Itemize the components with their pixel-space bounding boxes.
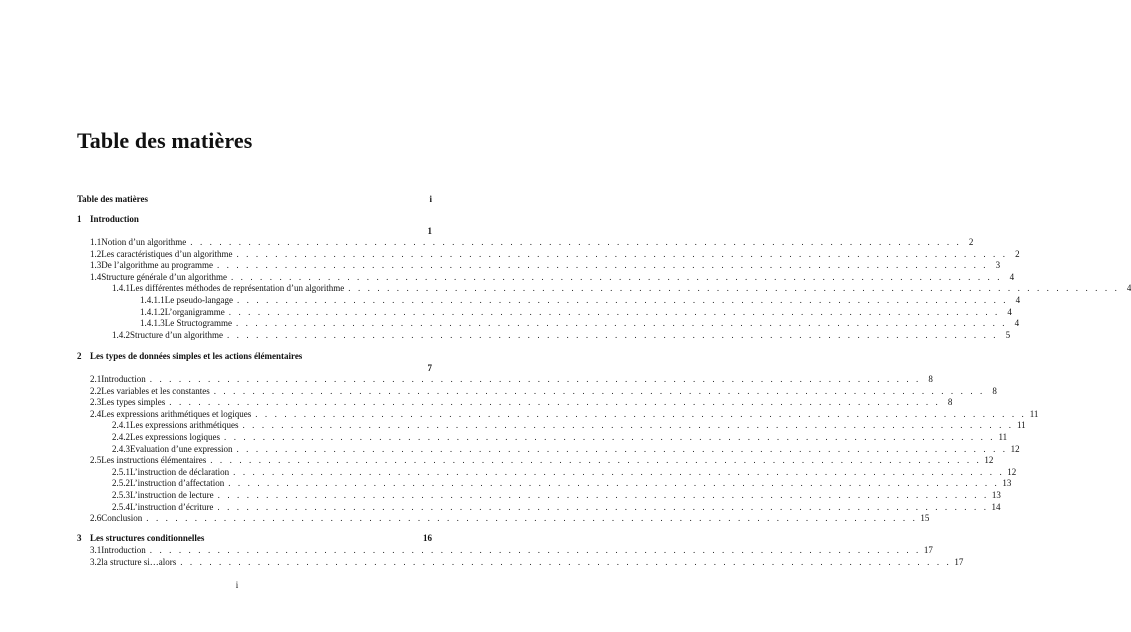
toc-entry-number: 3.2 <box>90 556 102 567</box>
leader-dots: . . . . . . . . . . . . . . . . . . . . . . . . . . . . . . . . . . . . . . . . . . . . . . . . . . . . . . . . . . . . . . . . . . . . . . . . . . . . . . . . <box>217 501 989 512</box>
toc-entry-page: 5 <box>1005 329 1011 340</box>
toc-entry-number: 2.5.3 <box>112 490 130 500</box>
toc-entry-2-4-2[interactable] <box>77 431 1008 443</box>
toc-entry-2-5[interactable] <box>77 454 994 466</box>
toc-entry-number: 1.4.1.3 <box>140 318 165 329</box>
toc-entry-page: 4 <box>1014 318 1020 329</box>
chapter-title: Les types de données simples et les actions élémentaires <box>90 351 303 361</box>
toc-entry-label: Structure d’un algorithme <box>130 329 223 340</box>
chapter-title: Introduction <box>90 214 139 224</box>
leader-dots: . . . . . . . . . . . . . . . . . . . . . . . . . . . . . . . . . . . . . . . . . . . . . . . . . . . . . . . . . . . . . . . . . . . . . . . . . . . . . . . . <box>180 556 952 567</box>
toc-entry-page: 4 <box>1009 271 1015 282</box>
leader-dots: . . . . . . . . . . . . . . . . . . . . . . . . . . . . . . . . . . . . . . . . . . . . . . . . . . . . . . . . . . . . . . . . . . . . . . . . . . . . . . . . <box>255 408 1027 419</box>
toc-entry-page: 2 <box>968 237 974 247</box>
toc-entry-1-2[interactable] <box>77 248 1020 260</box>
toc-entry-table-des-matieres[interactable] <box>77 193 432 205</box>
toc-entry-number: 1.4.1.2 <box>140 306 165 317</box>
toc-entry-label: Les expressions arithmétiques <box>130 420 239 431</box>
leader-dots: . . . . . . . . . . . . . . . . . . . . . . . . . . . . . . . . . . . . . . . . . . . . . . . . . . . . . . . . . . . . . . . . . . . . . . . . . . . . . . . . <box>236 248 1008 259</box>
chapter-number: 1 <box>77 214 82 224</box>
leader-dots: . . . . . . . . . . . . . . . . . . . . . . . . . . . . . . . . . . . . . . . . . . . . . . . . . . . . . . . . . . . . . . . . . . . . . . . . . . . . . . . . <box>210 455 982 466</box>
toc-entry-number: 2.6 <box>90 513 102 524</box>
leader-dots: . . . . . . . . . . . . . . . . . . . . . . . . . . . . . . . . . . . . . . . . . . . . . . . . . . . . . . . . . . . . . . . . . . . . . . . . . . . . . . . . <box>213 385 985 396</box>
toc-entry-page: 13 <box>991 490 1001 500</box>
leader-dots: . . . . . . . . . . . . . . . . . . . . . . . . . . . . . . . . . . . . . . . . . . . . . . . . . . . . . . . . . . . . . . . . . . . . . . . . . . . . . . . . <box>230 271 1003 282</box>
toc-entry-2-5-3[interactable] <box>77 489 1001 501</box>
toc-entry-1-3[interactable] <box>77 259 1001 271</box>
toc-entry-2-3[interactable] <box>77 396 953 408</box>
toc-entry-label: Les types simples <box>101 397 166 408</box>
toc-entry-2-5-1[interactable] <box>77 466 1017 478</box>
toc-entry-page: 2 <box>1015 248 1020 259</box>
toc-entry-label: De l’algorithme au programme <box>101 260 213 271</box>
chapter-number: 3 <box>77 533 82 543</box>
toc-entry-1-4-1-1[interactable] <box>77 294 1021 306</box>
toc-entry-label: L’organigramme <box>164 306 225 317</box>
toc-entry-number: 2.5.4 <box>112 501 130 512</box>
toc-entry-label: la structure si…alors <box>101 556 177 567</box>
toc-entry-number: 1.4 <box>90 271 102 282</box>
toc-entry-label: Les différentes méthodes de représentation d’un algorithme <box>130 283 345 294</box>
toc-entry-label: Conclusion <box>101 513 143 524</box>
toc-entry-page: 17 <box>954 556 964 567</box>
toc-entry-number: 2.4.3 <box>112 443 130 454</box>
toc-entry-number: 1.4.2 <box>112 329 130 340</box>
toc-entry-label: L’instruction de lecture <box>130 490 214 500</box>
toc-entry-label: L’instruction d’affectation <box>130 478 225 489</box>
toc-entry-number: 2.2 <box>90 385 102 396</box>
toc-entry-page: 11 <box>1016 420 1026 431</box>
toc-entry-number: 2.4.1 <box>112 420 130 431</box>
leader-dots: . . . . . . . . . . . . . . . . . . . . . . . . . . . . . . . . . . . . . . . . . . . . . . . . . . . . . . . . . . . . . . . . . . . . . . . . . . . . . . . . <box>169 397 941 408</box>
toc-entry-number: 3.1 <box>90 545 102 555</box>
toc-entry-label: Les expressions logiques <box>130 432 220 442</box>
chapter-page-number: 16 <box>423 533 432 543</box>
leader-dots: . . . . . . . . . . . . . . . . . . . . . . . . . . . . . . . . . . . . . . . . . . . . . . . . . . . . . . . . . . . . . . . . . . . . . . . . . . . . . . . . <box>224 432 996 442</box>
leader-dots: . . . . . . . . . . . . . . . . . . . . . . . . . . . . . . . . . . . . . . . . . . . . . . . . . . . . . . . . . . . . . . . . . . . . . . . . . . . . . . . . <box>190 237 962 247</box>
page-title: Table des matières <box>77 128 253 153</box>
toc-entry-page: 17 <box>923 545 933 555</box>
leader-dots: . . . . . . . . . . . . . . . . . . . . . . . . . . . . . . . . . . . . . . . . . . . . . . . . . . . . . . . . . . . . . . . . . . . . . . . . . . . . . . . . <box>236 443 1008 454</box>
toc-entry-number: 1.4.1.1 <box>140 295 165 305</box>
leader-dots: . . . . . . . . . . . . . . . . . . . . . . . . . . . . . . . . . . . . . . . . . . . . . . . . . . . . . . . . . . . . . . . . . . . . . . . . . . . . . . . . <box>233 466 1005 477</box>
toc-entry-label: Le Structogramme <box>164 318 232 329</box>
toc-entry-page: 8 <box>928 374 933 384</box>
chapter-heading-1[interactable] <box>77 213 432 225</box>
chapter-heading-2[interactable] <box>77 350 432 362</box>
toc-entry-1-4-1-2[interactable] <box>77 306 1012 318</box>
toc-entry-number: 2.5.2 <box>112 478 130 489</box>
leader-dots: . . . . . . . . . . . . . . . . . . . . . . . . . . . . . . . . . . . . . . . . . . . . . . . . . . . . . . . . . . . . . . . . . . . . . . . . . . . . . . . . <box>228 478 1000 489</box>
toc-entry-label: Le pseudo-langage <box>164 295 233 305</box>
toc-entry-2-4-1[interactable] <box>77 419 1026 431</box>
toc-entry-page: 13 <box>1002 478 1012 489</box>
toc-entry-page: i <box>429 194 432 204</box>
toc-entry-number: 1.3 <box>90 260 102 271</box>
toc-entry-page: 12 <box>1010 443 1020 454</box>
toc-entry-2-2[interactable] <box>77 385 997 397</box>
toc-entry-number: 1.1 <box>90 237 102 247</box>
toc-entry-label: Structure générale d’un algorithme <box>101 271 227 282</box>
toc-entry-1-4[interactable] <box>77 271 1015 283</box>
toc-entry-1-1[interactable] <box>77 236 974 248</box>
toc-entry-page: 12 <box>984 455 994 466</box>
toc-entry-page: 4 <box>1015 295 1021 305</box>
toc-entry-number: 1.2 <box>90 248 102 259</box>
chapter-number: 2 <box>77 351 82 361</box>
chapter-page-number: 1 <box>427 226 432 236</box>
toc-entry-label: Table des matières <box>77 194 148 204</box>
leader-dots: . . . . . . . . . . . . . . . . . . . . . . . . . . . . . . . . . . . . . . . . . . . . . . . . . . . . . . . . . . . . . . . . . . . . . . . . . . . . . . . . <box>228 306 1000 317</box>
toc-entry-number: 2.3 <box>90 397 102 408</box>
leader-dots: . . . . . . . . . . . . . . . . . . . . . . . . . . . . . . . . . . . . . . . . . . . . . . . . . . . . . . . . . . . . . . . . . . . . . . . . . . . . . . . . <box>236 295 1009 305</box>
toc-entry-number: 2.4 <box>90 408 102 419</box>
toc-entry-2-6[interactable] <box>77 512 930 524</box>
toc-entry-page: 8 <box>992 385 997 396</box>
chapter-page-number: 7 <box>427 363 432 373</box>
toc-entry-page: 15 <box>920 513 930 524</box>
toc-entry-page: 11 <box>998 432 1008 442</box>
toc-entry-page: 4 <box>1007 306 1012 317</box>
toc-entry-page: 12 <box>1007 466 1017 477</box>
leader-dots: . . . . . . . . . . . . . . . . . . . . . . . . . . . . . . . . . . . . . . . . . . . . . . . . . . . . . . . . . . . . . . . . . . . . . . . . . . . . . . . . <box>146 513 918 524</box>
page-number-footer: i <box>235 580 239 590</box>
toc-entry-label: Les variables et les constantes <box>101 385 210 396</box>
toc-entry-number: 2.5.1 <box>112 466 130 477</box>
toc-entry-label: Les caractéristiques d’un algorithme <box>101 248 233 259</box>
toc-entry-page: 14 <box>991 501 1001 512</box>
toc-entry-label: Introduction <box>101 374 146 384</box>
toc-entry-2-1[interactable] <box>77 373 933 385</box>
toc-entry-page: 3 <box>995 260 1001 271</box>
leader-dots: . . . . . . . . . . . . . . . . . . . . . . . . . . . . . . . . . . . . . . . . . . . . . . . . . . . . . . . . . . . . . . . . . . . . . . . . . . . . . . . . <box>348 283 1120 294</box>
toc-entry-1-4-1[interactable] <box>77 282 1131 294</box>
leader-dots: . . . . . . . . . . . . . . . . . . . . . . . . . . . . . . . . . . . . . . . . . . . . . . . . . . . . . . . . . . . . . . . . . . . . . . . . . . . . . . . . <box>216 260 989 271</box>
toc-entry-label: Introduction <box>101 545 146 555</box>
toc-entry-2-5-2[interactable] <box>77 477 1012 489</box>
toc-entry-number: 2.1 <box>90 374 102 384</box>
toc-entry-number: 1.4.1 <box>112 283 130 294</box>
toc-entry-2-4-3[interactable] <box>77 443 1020 455</box>
toc-entry-2-5-4[interactable] <box>77 501 1001 513</box>
chapter-heading-3[interactable] <box>77 532 432 544</box>
toc-entry-3-2[interactable] <box>77 556 964 568</box>
leader-dots: . . . . . . . . . . . . . . . . . . . . . . . . . . . . . . . . . . . . . . . . . . . . . . . . . . . . . . . . . . . . . . . . . . . . . . . . . . . . . . . . <box>242 420 1014 431</box>
toc-entry-1-4-1-3[interactable] <box>77 317 1020 329</box>
leader-dots: . . . . . . . . . . . . . . . . . . . . . . . . . . . . . . . . . . . . . . . . . . . . . . . . . . . . . . . . . . . . . . . . . . . . . . . . . . . . . . . . <box>226 329 999 340</box>
toc-entry-3-1[interactable] <box>77 544 933 556</box>
leader-dots: . . . . . . . . . . . . . . . . . . . . . . . . . . . . . . . . . . . . . . . . . . . . . . . . . . . . . . . . . . . . . . . . . . . . . . . . . . . . . . . . <box>149 545 921 555</box>
toc-entry-number: 2.4.2 <box>112 432 130 442</box>
toc-entry-page: 4 <box>1126 283 1131 294</box>
toc-entry-2-4[interactable] <box>77 408 1039 420</box>
toc-entry-label: Evaluation d’une expression <box>130 443 233 454</box>
toc-entry-label: Les instructions élémentaires <box>101 455 207 466</box>
toc-entry-1-4-2[interactable] <box>77 329 1011 341</box>
toc-entry-number: 2.5 <box>90 455 102 466</box>
toc-entry-label: Les expressions arithmétiques et logiques <box>101 408 252 419</box>
leader-dots: . . . . . . . . . . . . . . . . . . . . . . . . . . . . . . . . . . . . . . . . . . . . . . . . . . . . . . . . . . . . . . . . . . . . . . . . . . . . . . . . <box>217 490 989 500</box>
toc-entry-label: L’instruction d’écriture <box>130 501 214 512</box>
leader-dots: . . . . . . . . . . . . . . . . . . . . . . . . . . . . . . . . . . . . . . . . . . . . . . . . . . . . . . . . . . . . . . . . . . . . . . . . . . . . . . . . <box>235 318 1008 329</box>
leader-dots: . . . . . . . . . . . . . . . . . . . . . . . . . . . . . . . . . . . . . . . . . . . . . . . . . . . . . . . . . . . . . . . . . . . . . . . . . . . . . . . . <box>149 374 921 384</box>
toc-entry-page: 11 <box>1029 408 1039 419</box>
toc-entry-page: 8 <box>947 397 953 408</box>
chapter-title: Les structures conditionnelles <box>90 533 205 543</box>
toc-entry-label: Notion d’un algorithme <box>101 237 187 247</box>
toc-entry-label: L’instruction de déclaration <box>130 466 230 477</box>
